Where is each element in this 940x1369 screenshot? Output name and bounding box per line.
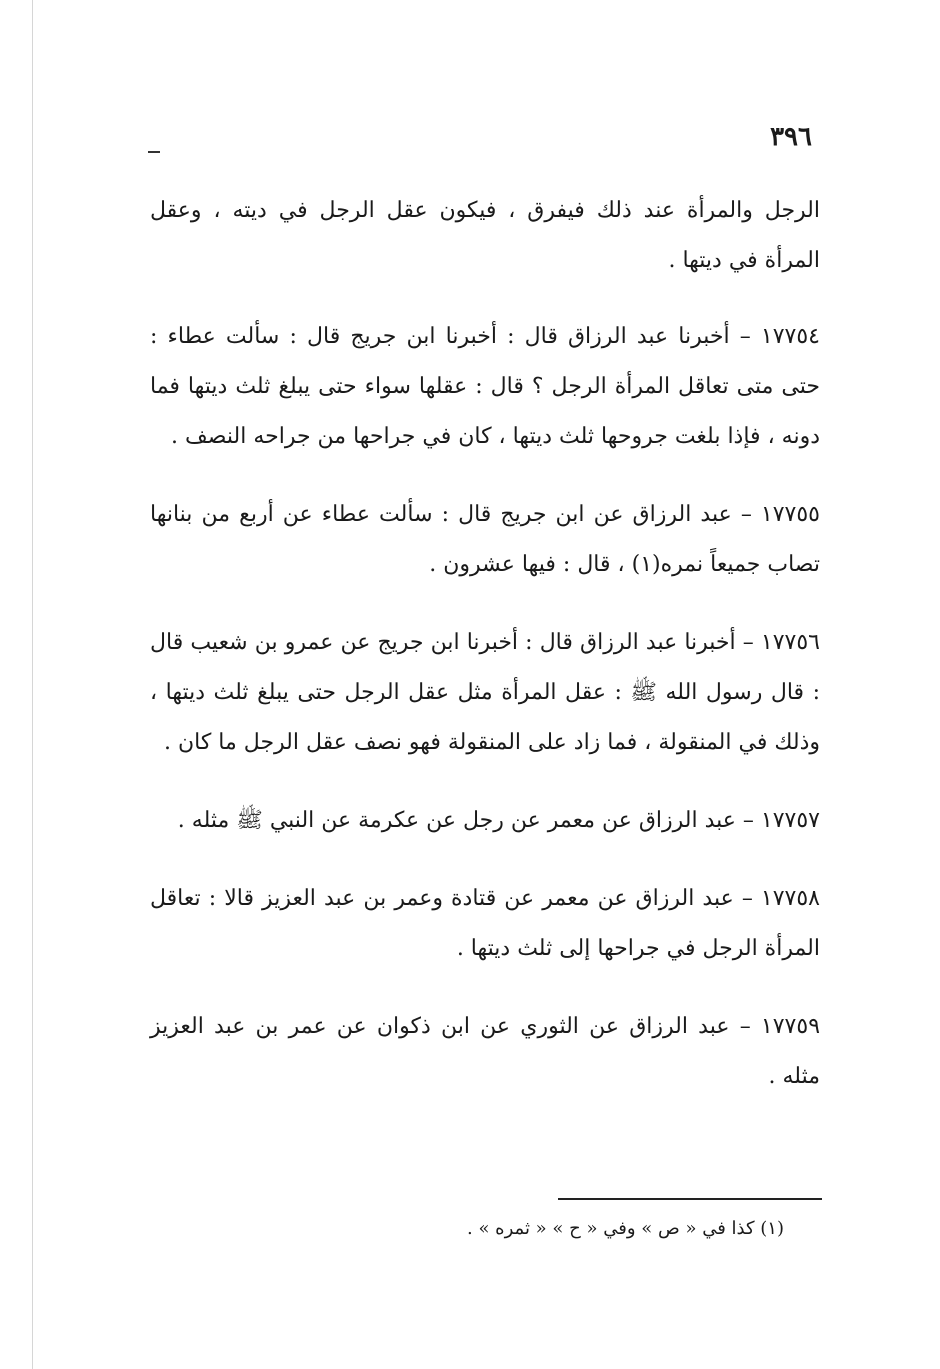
hadith-number: ١٧٧٥٨: [760, 886, 820, 911]
hadith-separator: –: [739, 1014, 751, 1039]
hadith-text: عبد الرزاق عن ابن جريج قال : سألت عطاء عن أربع من بنانها تصاب جميعاً نمره(١) ، قال : فيها عشرون .: [150, 502, 820, 577]
paragraph-continuation: [150, 186, 820, 286]
hadith-text: أخبرنا عبد الرزاق قال : أخبرنا ابن جريج عن عمرو بن شعيب قال : قال رسول الله ﷺ : عقل المرأة مثل عقل الرجل حتى يبلغ ثلث ديتها ، وذلك في المنقولة ، فما زاد على المنقولة فهو نصف عقل الرجل ما كان .: [150, 630, 820, 755]
hadith-17754: [150, 312, 820, 462]
hadith-number: ١٧٧٥٤: [760, 324, 820, 349]
hadith-separator: –: [739, 324, 751, 349]
hadith-number: ١٧٧٥٦: [760, 630, 820, 655]
hadith-number: ١٧٧٥٧: [760, 808, 820, 833]
footnote-rule: [558, 1198, 822, 1200]
hadith-text: عبد الرزاق عن معمر عن رجل عن عكرمة عن النبي ﷺ مثله .: [177, 808, 736, 833]
hadith-number: ١٧٧٥٥: [760, 502, 820, 527]
top-dash-mark: [148, 151, 160, 153]
page-margin-line: [32, 0, 33, 1369]
page-body: [150, 186, 820, 1130]
page-number: ٣٩٦: [770, 122, 812, 152]
hadith-separator: –: [742, 630, 754, 655]
hadith-separator: –: [741, 886, 753, 911]
paragraph-text: الرجل والمرأة عند ذلك فيفرق ، فيكون عقل الرجل في ديته ، وعقل المرأة في ديتها .: [150, 198, 820, 273]
hadith-text: أخبرنا عبد الرزاق قال : أخبرنا ابن جريج قال : سألت عطاء : حتى متى تعاقل المرأة الرجل ؟ قال : عقلها سواء حتى يبلغ ثلث ديتها فما دونه ، فإذا بلغت جروحها ثلث ديتها ، كان في جراحها من جراحه النصف .: [150, 324, 820, 449]
hadith-17758: [150, 874, 820, 974]
hadith-number: ١٧٧٥٩: [760, 1014, 821, 1039]
hadith-17755: [150, 490, 820, 590]
hadith-separator: –: [742, 808, 754, 833]
hadith-text: عبد الرزاق عن الثوري عن ابن ذكوان عن عمر بن عبد العزيز مثله .: [150, 1014, 820, 1089]
footnote: (١) كذا في « ص » وفي « ح » « ثمره » .: [467, 1218, 784, 1239]
hadith-17756: [150, 618, 820, 768]
hadith-text: عبد الرزاق عن معمر عن قتادة وعمر بن عبد العزيز قالا : تعاقل المرأة الرجل في جراحها إلى ثلث ديتها .: [150, 886, 820, 961]
hadith-17759: [150, 1002, 820, 1102]
hadith-separator: –: [740, 502, 752, 527]
hadith-17757: [150, 796, 820, 846]
